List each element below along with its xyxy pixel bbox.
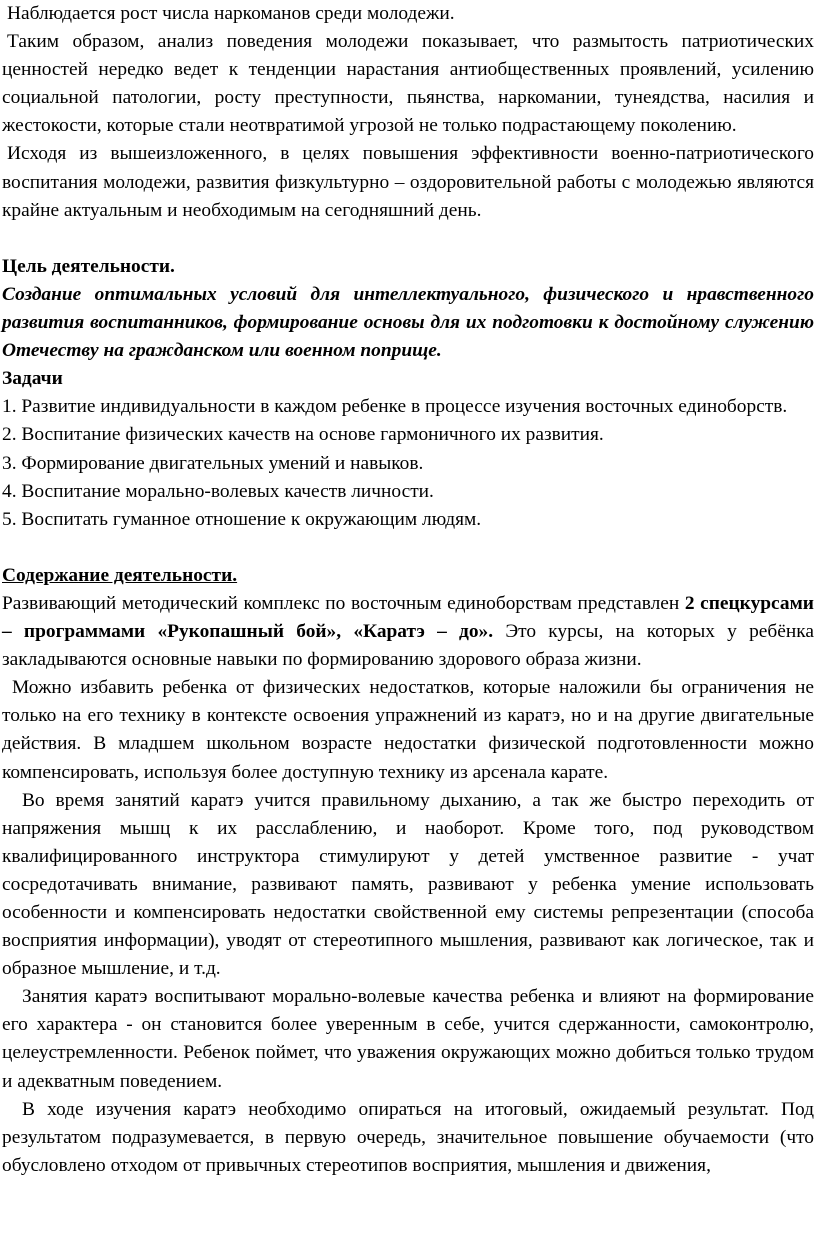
blank-line	[2, 534, 814, 562]
intro-paragraph-2: Таким образом, анализ поведения молодежи показывает, что размытость патриотических ценностей нередко ведет к тенденции нарастания антиобщественных проявлений, усилению социальной патологии, росту преступности, пьянства, наркомании, тунеядства, насилия и жестокости, которые стали неотвратимой угрозой не только подрастающему поколению.	[2, 31, 814, 137]
content-paragraph-5: В ходе изучения каратэ необходимо опираться на итоговый, ожидаемый результат. Под результатом подразумевается, в первую очередь, значительное повышение обучаемости (что обусловлено отходом от привычных стереотипов восприятия, мышления и движения,	[2, 1098, 814, 1176]
tasks-heading: Задачи	[2, 368, 63, 390]
goal-text: Создание оптимальных условий для интеллектуального, физического и нравственного развития воспитанников, формирование основы для их подготовки к достойному служению Отечеству на гражданском или военном поприще.	[2, 283, 814, 362]
intro-paragraph-1: Наблюдается рост числа наркоманов среди молодежи.	[7, 3, 455, 24]
content-paragraph-1-bold: 2 спецкурсами – программами «Рукопашный бой», «Каратэ – до».	[2, 592, 814, 643]
task-item-1: 1. Развитие индивидуальности в каждом ребенке в процессе изучения восточных единоборств.	[2, 396, 788, 418]
content-heading: Содержание деятельности.	[2, 564, 238, 586]
content-paragraph-3: Во время занятий каратэ учится правильному дыханию, а так же быстро переходить от напряжения мышц к их расслаблению, и наоборот. Кроме того, под руководством квалифицированного инструктора стимулируют у детей умственное развитие - учат сосредотачивать внимание, развивают память, развивают у ребенка умение использовать особенности и компенсировать недостатки свойственной ему системы репрезентации (способа восприятия информации), уводят от стереотипного мышления, развивают как логическое, так и образное мышление, и т.д.	[2, 789, 814, 980]
task-item-3: 3. Формирование двигательных умений и навыков.	[2, 452, 424, 474]
task-item-2: 2. Воспитание физических качеств на основе гармоничного их развития.	[2, 424, 604, 446]
content-paragraph-1-end: Это курсы, на которых у ребёнка закладываются основные навыки по формированию здорового образа жизни.	[2, 621, 814, 671]
content-paragraph-1	[2, 590, 814, 674]
goal-heading: Цель деятельности.	[2, 255, 175, 277]
task-item-5: 5. Воспитать гуманное отношение к окружающим людям.	[2, 508, 482, 530]
content-paragraph-4: Занятия каратэ воспитывают морально-волевые качества ребенка и влияют на формирование его характера - он становится более уверенным в себе, учится сдержанности, самоконтролю, целеустремленности. Ребенок поймет, что уважения окружающих можно добиться только трудом и адекватным поведением.	[2, 986, 814, 1092]
content-paragraph-1-start: Развивающий методический комплекс по восточным единоборствам представлен	[2, 592, 685, 614]
content-paragraph-2: Можно избавить ребенка от физических недостатков, которые наложили бы ограничения не только на его технику в контексте освоения упражнений из каратэ, но и на другие двигательные действия. В младшем школьном возрасте недостатки физической подготовленности можно компенсировать, используя более доступную технику из арсенала карате.	[2, 677, 814, 783]
intro-paragraph-3: Исходя из вышеизложенного, в целях повышения эффективности военно-патриотического воспитания молодежи, развития физкультурно – оздоровительной работы с молодежью являются крайне актуальным и необходимым на сегодняшний день.	[2, 143, 814, 221]
task-item-4: 4. Воспитание морально-волевых качеств личности.	[2, 480, 434, 502]
blank-line	[2, 225, 814, 253]
